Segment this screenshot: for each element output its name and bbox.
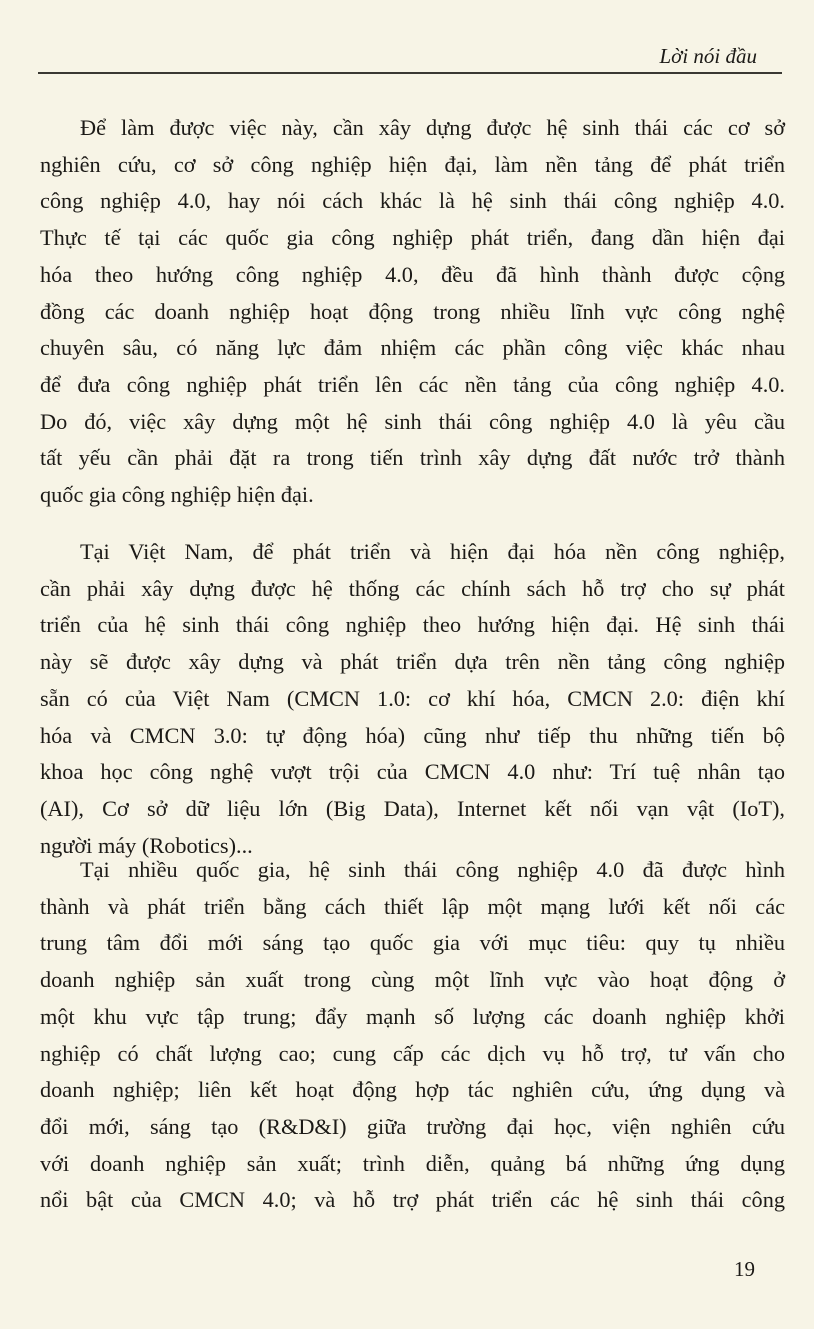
paragraph-3	[40, 852, 785, 1219]
running-header: Lời nói đầu	[659, 44, 757, 68]
text-line: sẵn có của Việt Nam (CMCN 1.0: cơ khí hóa, CMCN 2.0: điện khí	[40, 685, 785, 711]
text-line: người máy (Robotics)...	[40, 832, 253, 858]
paragraph-1	[40, 110, 785, 514]
text-line: hóa và CMCN 3.0: tự động hóa) cũng như tiếp thu những tiến bộ	[40, 722, 785, 748]
text-line: chuyên sâu, có năng lực đảm nhiệm các phần công việc khác nhau	[40, 335, 785, 361]
text-line: doanh nghiệp; liên kết hoạt động hợp tác nghiên cứu, ứng dụng và	[40, 1077, 785, 1103]
text-line: một khu vực tập trung; đẩy mạnh số lượng các doanh nghiệp khởi	[40, 1003, 785, 1029]
text-line: thành và phát triển bằng cách thiết lập một mạng lưới kết nối các	[40, 893, 785, 919]
page-number: 19	[734, 1257, 755, 1281]
text-line: (AI), Cơ sở dữ liệu lớn (Big Data), Internet kết nối vạn vật (IoT),	[40, 795, 785, 821]
text-line: tất yếu cần phải đặt ra trong tiến trình xây dựng đất nước trở thành	[40, 445, 785, 471]
text-line: Để làm được việc này, cần xây dựng được hệ sinh thái các cơ sở	[80, 115, 785, 140]
text-line: nghiệp có chất lượng cao; cung cấp các dịch vụ hỗ trợ, tư vấn cho	[40, 1040, 785, 1066]
text-line: Tại nhiều quốc gia, hệ sinh thái công nghiệp 4.0 đã được hình	[80, 857, 785, 882]
text-line: Tại Việt Nam, để phát triển và hiện đại hóa nền công nghiệp,	[80, 539, 785, 564]
text-line: để đưa công nghiệp phát triển lên các nền tảng của công nghiệp 4.0.	[40, 371, 785, 397]
text-line: đổi mới, sáng tạo (R&D&I) giữa trường đại học, viện nghiên cứu	[40, 1113, 785, 1139]
text-line: Do đó, việc xây dựng một hệ sinh thái công nghiệp 4.0 là yêu cầu	[40, 408, 785, 434]
text-line: công nghiệp 4.0, hay nói cách khác là hệ sinh thái công nghiệp 4.0.	[40, 188, 785, 214]
text-line: nổi bật của CMCN 4.0; và hỗ trợ phát triển các hệ sinh thái công	[40, 1187, 785, 1213]
text-line: với doanh nghiệp sản xuất; trình diễn, quảng bá những ứng dụng	[40, 1150, 785, 1176]
text-line: trung tâm đổi mới sáng tạo quốc gia với mục tiêu: quy tụ nhiều	[40, 930, 785, 956]
text-line: hóa theo hướng công nghiệp 4.0, đều đã hình thành được cộng	[40, 261, 785, 287]
text-line: quốc gia công nghiệp hiện đại.	[40, 482, 314, 508]
text-line: cần phải xây dựng được hệ thống các chính sách hỗ trợ cho sự phát	[40, 575, 785, 601]
text-line: khoa học công nghệ vượt trội của CMCN 4.0 như: Trí tuệ nhân tạo	[40, 759, 785, 785]
header-rule	[38, 72, 782, 74]
text-line: doanh nghiệp sản xuất trong cùng một lĩnh vực vào hoạt động ở	[40, 967, 785, 993]
paragraph-2	[40, 534, 785, 864]
text-line: triển của hệ sinh thái công nghiệp theo hướng hiện đại. Hệ sinh thái	[40, 612, 785, 638]
text-line: nghiên cứu, cơ sở công nghiệp hiện đại, làm nền tảng để phát triển	[40, 151, 785, 177]
text-line: đồng các doanh nghiệp hoạt động trong nhiều lĩnh vực công nghệ	[40, 298, 785, 324]
text-line: này sẽ được xây dựng và phát triển dựa trên nền tảng công nghiệp	[40, 649, 785, 675]
text-line: Thực tế tại các quốc gia công nghiệp phát triển, đang dần hiện đại	[40, 225, 785, 251]
